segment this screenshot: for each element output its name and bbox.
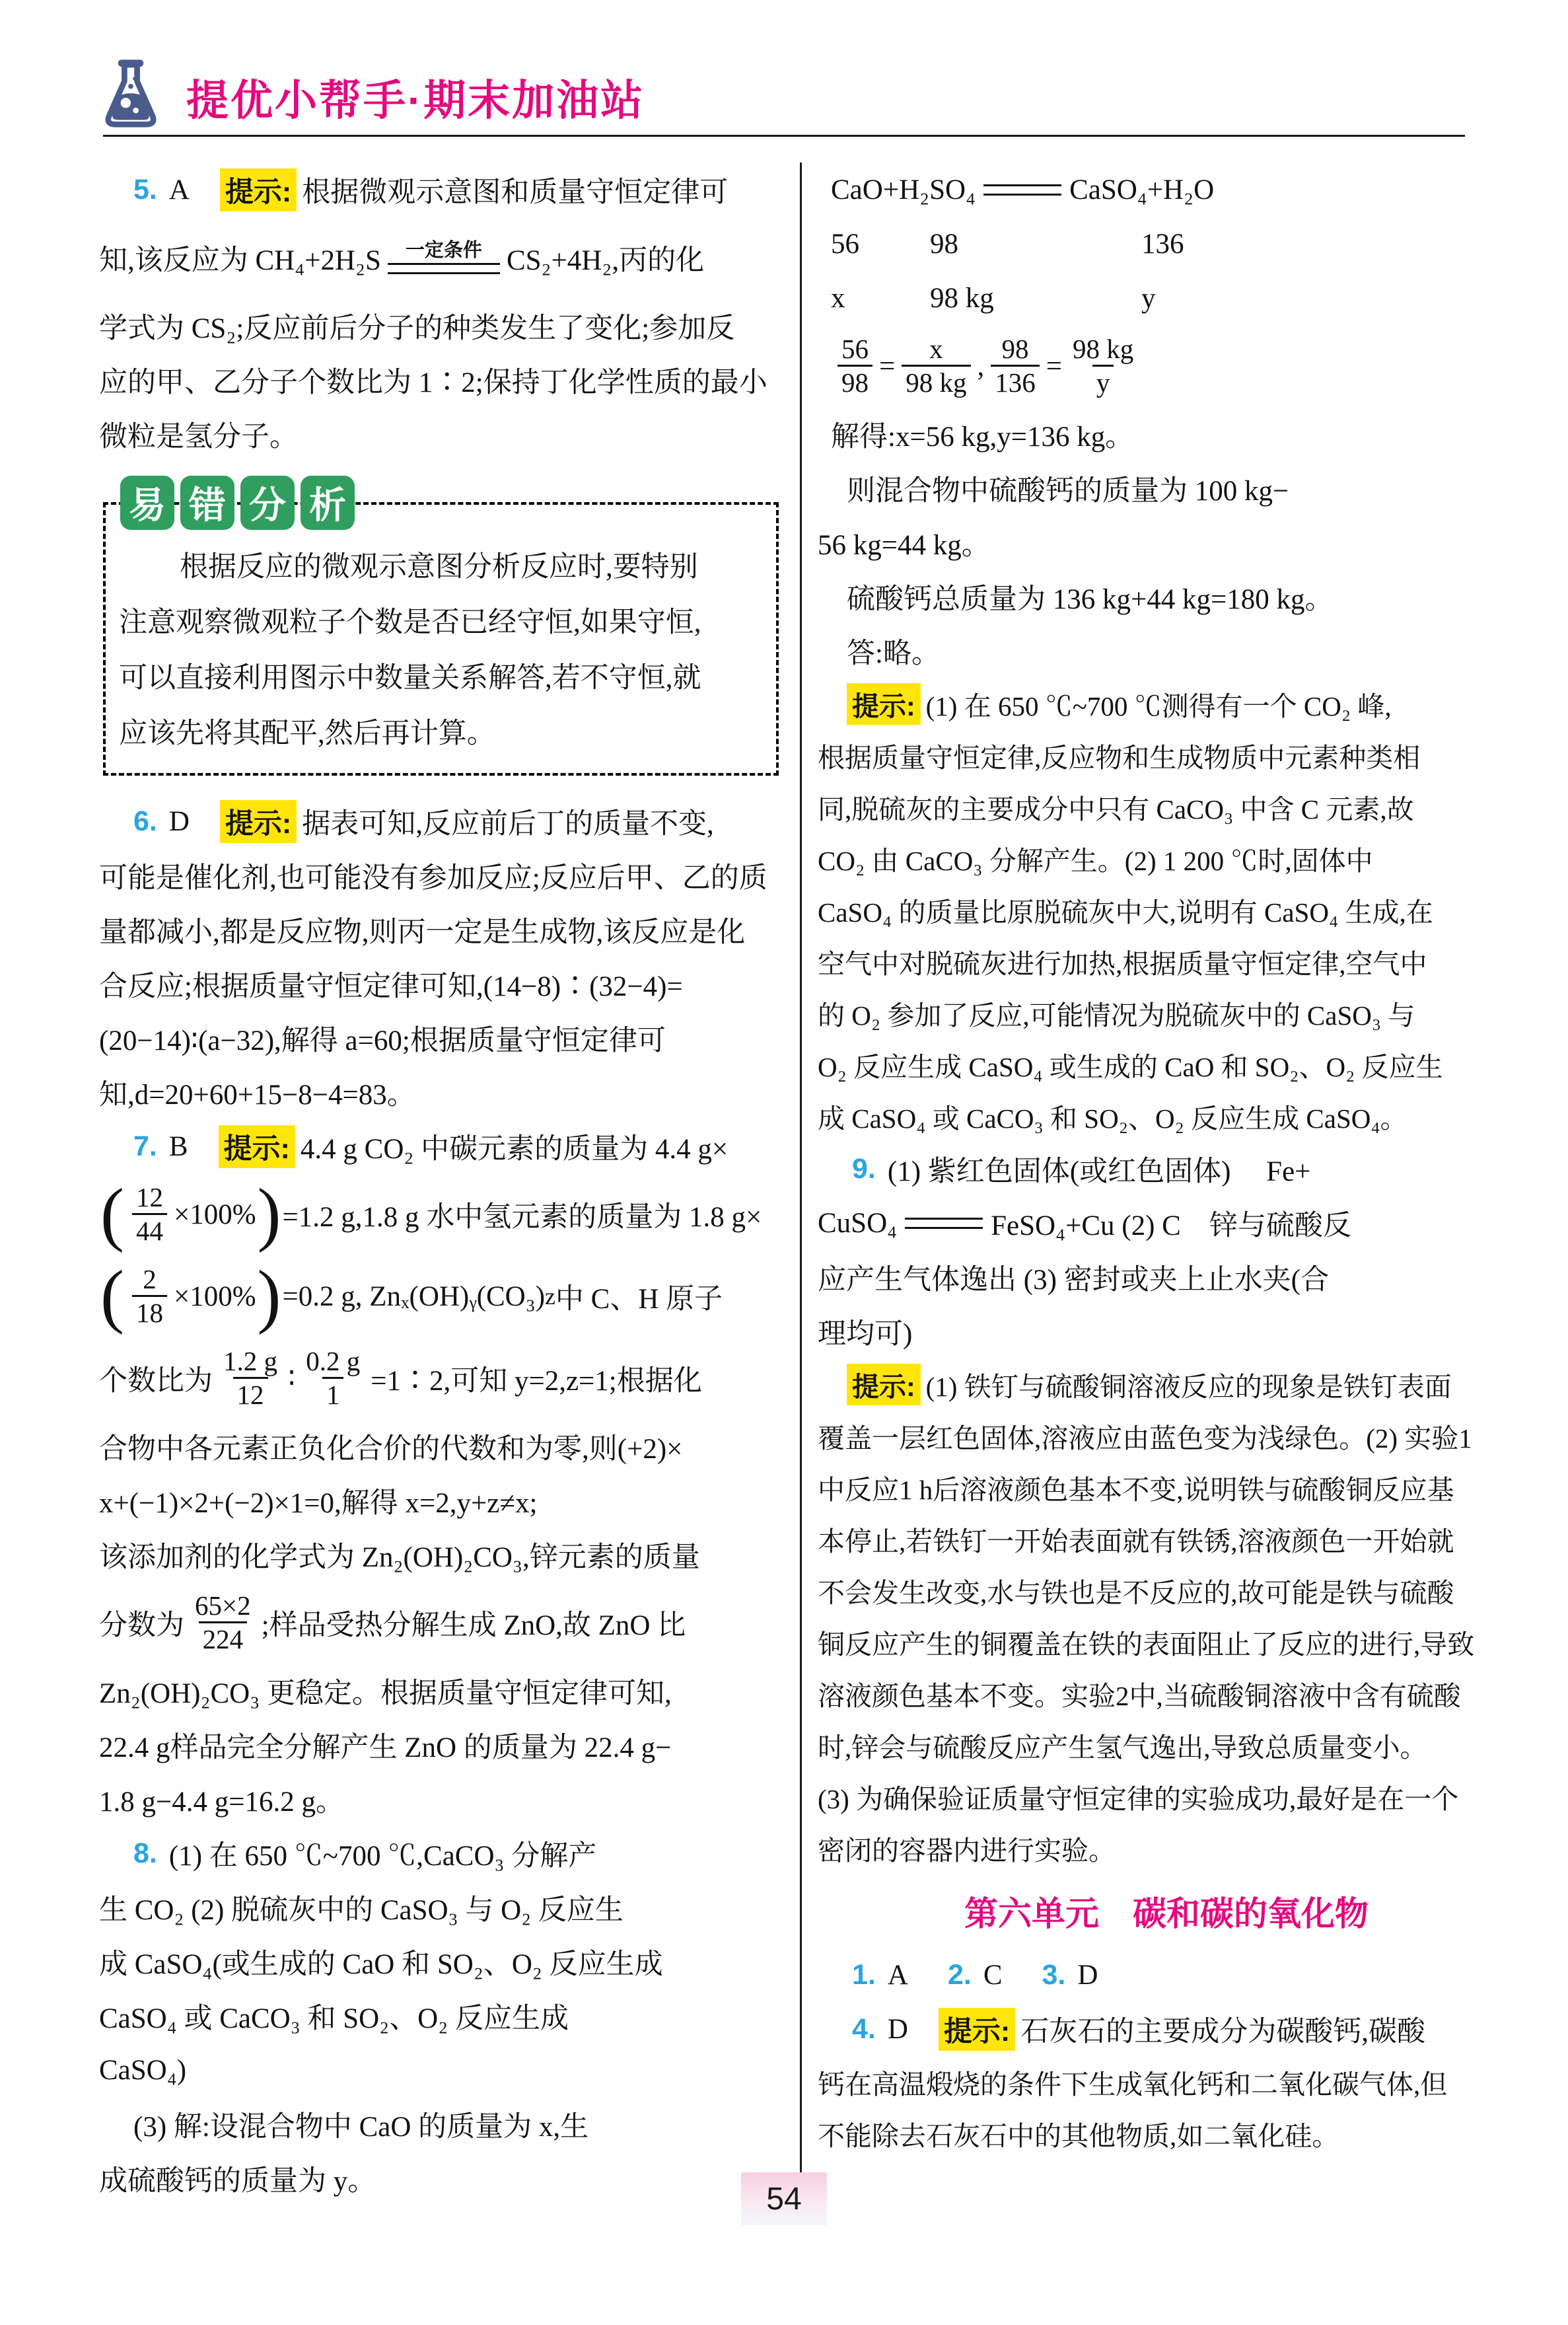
item-number: 2. (947, 1958, 972, 1991)
ratio-line: 个数比为 1.2 g 12 ∶ $\frac{0.2 g}{1}$ =1∶2,可知 y=2,z=1;根据化 (99, 1345, 702, 1410)
text-line: 则混合物中硫酸钙的质量为 100 kg− (847, 475, 1289, 507)
item-number: 7. (133, 1130, 157, 1162)
text-line: 56 kg=44 kg。 (818, 529, 990, 561)
text-line: O₂ 反应生成 CaSO₄ 或生成的 CaO 和 SO₂、O₂ 反应生 (818, 1051, 1443, 1082)
item-4-head (818, 2002, 1515, 2056)
text-line: 1.8 g−4.4 g=16.2 g。 (99, 1786, 345, 1818)
text-line: 理均可) (818, 1318, 913, 1350)
text-line: 时,锌会与硫酸反应产生氢气逸出,导致总质量变小。 (818, 1732, 1427, 1763)
text-line: 钙在高温煅烧的条件下生成氧化钙和二氧化碳气体,但 (818, 2069, 1448, 2100)
item-8-head (99, 1826, 783, 1880)
fraction-line: ( $\frac{2}{18}$ ×100% ) =0.2 g, Znₓ(OH)ᵧ(CO₃) z 中 C、H 原子 (100, 1257, 723, 1335)
close-paren: ) (257, 1257, 281, 1335)
item-number: 3. (1042, 1958, 1066, 1991)
fraction: $\frac{x}{98 kg}$ (902, 334, 970, 398)
text-line: 铜反应产生的铜覆盖在铁的表面阻止了反应的进行,导致 (818, 1629, 1475, 1660)
text-line: 不能除去石灰石中的其他物质,如二氧化硅。 (818, 2120, 1339, 2151)
flask-icon (99, 58, 162, 136)
text-line: 微粒是氢分子。 (99, 421, 298, 453)
open-paren: ( (100, 1175, 124, 1253)
page-number-badge (741, 2172, 827, 2225)
chem-equation: CaO+H₂SO₄ CaSO₄+H₂O (831, 174, 1215, 205)
equals-double-bar (905, 1218, 983, 1229)
text-line: (1) 在 650 ℃~700 ℃,CaCO₃ 分解产 (168, 1840, 597, 1872)
equals-double-bar (983, 184, 1061, 196)
condition-label: 一定条件 (405, 240, 482, 261)
text-line: 同,脱硫灰的主要成分中只有 CaCO₃ 中含 C 元素,故 (818, 793, 1414, 825)
fraction: $\frac{12}{44}$ (132, 1183, 167, 1247)
answer-letter: A (168, 174, 190, 205)
answer-letter: D (887, 2013, 908, 2045)
close-paren: ) (257, 1175, 281, 1253)
hint-label: 提示: (847, 1364, 921, 1405)
text-line: x+(−1)×2+(−2)×1=0,解得 x=2,y+z≠x; (99, 1487, 538, 1519)
text-line: 可以直接利用图示中数量关系解答,若不守恒,就 (119, 662, 701, 694)
item-number: 9. (852, 1152, 876, 1185)
right-column (818, 163, 1515, 2205)
answers-row (818, 1948, 1515, 2002)
text-line: 答:略。 (847, 638, 940, 669)
fraction: $\frac{0.2 g}{1}$ (306, 1345, 361, 1410)
item-6-head (99, 794, 783, 848)
page-title: 提优小帮手·期末加油站 (186, 77, 645, 124)
fraction: $\frac{98}{136}$ (991, 334, 1040, 398)
item-number: 5. (133, 173, 157, 205)
answer-letter: B (168, 1130, 188, 1162)
text-line: 注意观察微观粒子个数是否已经守恒,如果守恒, (119, 607, 701, 638)
fraction: 65×2 224 (195, 1590, 251, 1654)
hint-9-head: 提示: (1) 铁钉与硫酸铜溶液反应的现象是铁钉表面 (818, 1358, 1515, 1410)
text-line: 解得:x=56 kg,y=136 kg。 (831, 421, 1134, 453)
text-line: 应的甲、乙分子个数比为 1∶2;保持丁化学性质的最小 (99, 367, 767, 398)
badge-tile: 错 (180, 476, 234, 530)
item-7-head (99, 1119, 783, 1173)
text-line: 中反应1 h后溶液颜色基本不变,说明铁与硫酸铜反应基 (818, 1474, 1454, 1505)
left-column (99, 163, 783, 2205)
text-line: CS₂+4H₂,丙的化 (506, 244, 705, 276)
page-header (99, 58, 645, 136)
unit-heading: 第六单元 碳和碳的氧化物 (964, 1895, 1369, 1933)
proportion-line: $\frac{56}{98}$ = $\frac{x}{98 kg}$ , $\frac{98}{136}$ = $\frac{98 kg}{y}$ (818, 325, 1515, 407)
subscript-z: z (545, 1283, 555, 1310)
text-line: 成 CaSO₄ 或 CaCO₃ 和 SO₂、O₂ 反应生成 CaSO₄。 (818, 1103, 1408, 1134)
fraction: $\frac{2}{18}$ (132, 1265, 167, 1329)
fraction-line: ( $\frac{12}{44}$ ×100% ) =1.2 g,1.8 g 水中氢元素的质量为 1.8 g× (100, 1175, 762, 1253)
text-line: (20−14)∶(a−32),解得 a=60;根据质量守恒定律可 (99, 1025, 666, 1056)
text-line: 22.4 g样品完全分解产生 ZnO 的质量为 22.4 g− (99, 1732, 672, 1763)
text-line: 根据微观示意图和质量守恒定律可 (302, 176, 729, 208)
page-number: 54 (766, 2181, 802, 2217)
header-rule (103, 135, 1465, 137)
text-line: 本停止,若铁钉一开始表面就有铁锈,溶液颜色一开始就 (818, 1526, 1454, 1557)
text-line: 根据质量守恒定律,反应物和生成物质中元素种类相 (818, 742, 1421, 773)
badge-tile: 分 (240, 476, 295, 530)
item-5-head (99, 163, 783, 217)
answer-letter: D (168, 805, 190, 837)
text-line: (3) 为确保验证质量守恒定律的实验成功,最好是在一个 (818, 1783, 1459, 1814)
error-analysis-title (120, 476, 361, 530)
text-line: 溶液颜色基本不变。实验2中,当硫酸铜溶液中含有硫酸 (818, 1680, 1461, 1711)
item-number: 1. (852, 1958, 876, 1991)
item-9-head (818, 1142, 1515, 1196)
badge-tile: 易 (120, 476, 174, 530)
item-number: 6. (133, 805, 157, 837)
badge-tile: 析 (301, 476, 355, 530)
text-line: 4.4 g CO₂ 中碳元素的质量为 4.4 g× (300, 1133, 729, 1165)
hint-label: 提示: (847, 683, 921, 725)
answer-letter: C (983, 1959, 1003, 1991)
text-line: 据表可知,反应前后丁的质量不变, (302, 808, 714, 840)
text-line: 硫酸钙总质量为 136 kg+44 kg=180 kg。 (847, 583, 1334, 615)
item-5-equation-line (99, 217, 783, 299)
molar-mass-row: 56 98 136 (831, 228, 1184, 260)
chem-equation: CuSO₄ FeSO₄+Cu (2) C 锌与硫酸反 (818, 1207, 1351, 1241)
hint-label: 提示: (939, 2008, 1015, 2051)
text-line: 密闭的容器内进行实验。 (818, 1835, 1116, 1866)
text-line: 成硫酸钙的质量为 y。 (99, 2165, 376, 2197)
text-line: CaSO₄ 或 CaCO₃ 和 SO₂、O₂ 反应生成 (99, 2003, 569, 2034)
fraction-line: 分数为 65×2 224 ;样品受热分解生成 ZnO,故 ZnO 比 (99, 1590, 686, 1654)
fraction: $\frac{56}{98}$ (837, 334, 873, 398)
text-line: Zn₂(OH)₂CO₃ 更稳定。根据质量守恒定律可知, (99, 1678, 672, 1709)
text-line: 合反应;根据质量守恒定律可知,(14−8)∶(32−4)= (99, 971, 683, 1002)
item-number: 8. (133, 1837, 157, 1869)
text-line: 生 CO₂ (2) 脱硫灰中的 CaSO₃ 与 O₂ 反应生 (99, 1894, 624, 1926)
hint-label: 提示: (220, 168, 297, 211)
content-columns (0, 163, 1568, 2205)
text-line: CO₂ 由 CaCO₃ 分解产生。(2) 1 200 ℃时,固体中 (818, 845, 1373, 876)
text-line: 覆盖一层红色固体,溶液应由蓝色变为浅绿色。(2) 实验1 (818, 1422, 1472, 1454)
text-line: (3) 解:设混合物中 CaO 的质量为 x,生 (133, 2111, 589, 2143)
open-paren: ( (100, 1257, 124, 1335)
answer-letter: D (1077, 1959, 1098, 1991)
text-line: 空气中对脱硫灰进行加热,根据质量守恒定律,空气中 (818, 948, 1427, 979)
text-line: 可能是催化剂,也可能没有参加反应;反应后甲、乙的质 (99, 862, 767, 894)
fraction: 1.2 g 12 (223, 1345, 277, 1410)
text-line: 量都减小,都是反应物,则丙一定是生成物,该反应是化 (99, 916, 746, 948)
text-line: 根据反应的微观示意图分析反应时,要特别 (180, 551, 698, 583)
text-line: 石灰石的主要成分为碳酸钙,碳酸 (1020, 2016, 1426, 2048)
text-line: 合物中各元素正负化合价的代数和为零,则(+2)× (99, 1433, 683, 1465)
column-divider (800, 163, 802, 2205)
text-line: CaSO₄) (99, 2054, 187, 2086)
hint-label: 提示: (220, 800, 297, 843)
reaction-condition-equals (388, 241, 500, 274)
hint-8-head: 提示: (1) 在 650 ℃~700 ℃测得有一个 CO₂ 峰, (818, 678, 1515, 729)
text-line: 应该先将其配平,然后再计算。 (119, 718, 495, 749)
unknown-row: x 98 kg y (831, 282, 1156, 314)
text-line: 的 O₂ 参加了反应,可能情况为脱硫灰中的 CaSO₃ 与 (818, 1000, 1415, 1031)
text-line: 知,d=20+60+15−8−4=83。 (99, 1079, 415, 1111)
text-line: 成 CaSO₄(或生成的 CaO 和 SO₂、O₂ 反应生成 (99, 1948, 663, 1980)
text-line: (1) 紫红色固体(或红色固体) Fe+ (887, 1156, 1311, 1187)
answer-letter: A (887, 1959, 908, 1991)
fraction: $\frac{98 kg}{y}$ (1073, 333, 1134, 398)
text-line: 知,该反应为 CH₄+2H₂S (99, 244, 381, 276)
item-number: 4. (852, 2012, 876, 2045)
text-line: 学式为 CS₂;反应前后分子的种类发生了变化;参加反 (99, 313, 735, 344)
text-line: 应产生气体逸出 (3) 密封或夹上止水夹(合 (818, 1264, 1329, 1296)
text-line: 不会发生改变,水与铁也是不反应的,故可能是铁与硫酸 (818, 1577, 1454, 1608)
text-line: CaSO₄ 的质量比原脱硫灰中大,说明有 CaSO₄ 生成,在 (818, 897, 1433, 928)
hint-label: 提示: (219, 1125, 295, 1168)
error-analysis-box (103, 484, 779, 776)
text-line: 该添加剂的化学式为 Zn₂(OH)₂CO₃,锌元素的质量 (99, 1541, 700, 1573)
double-bar (388, 263, 500, 274)
